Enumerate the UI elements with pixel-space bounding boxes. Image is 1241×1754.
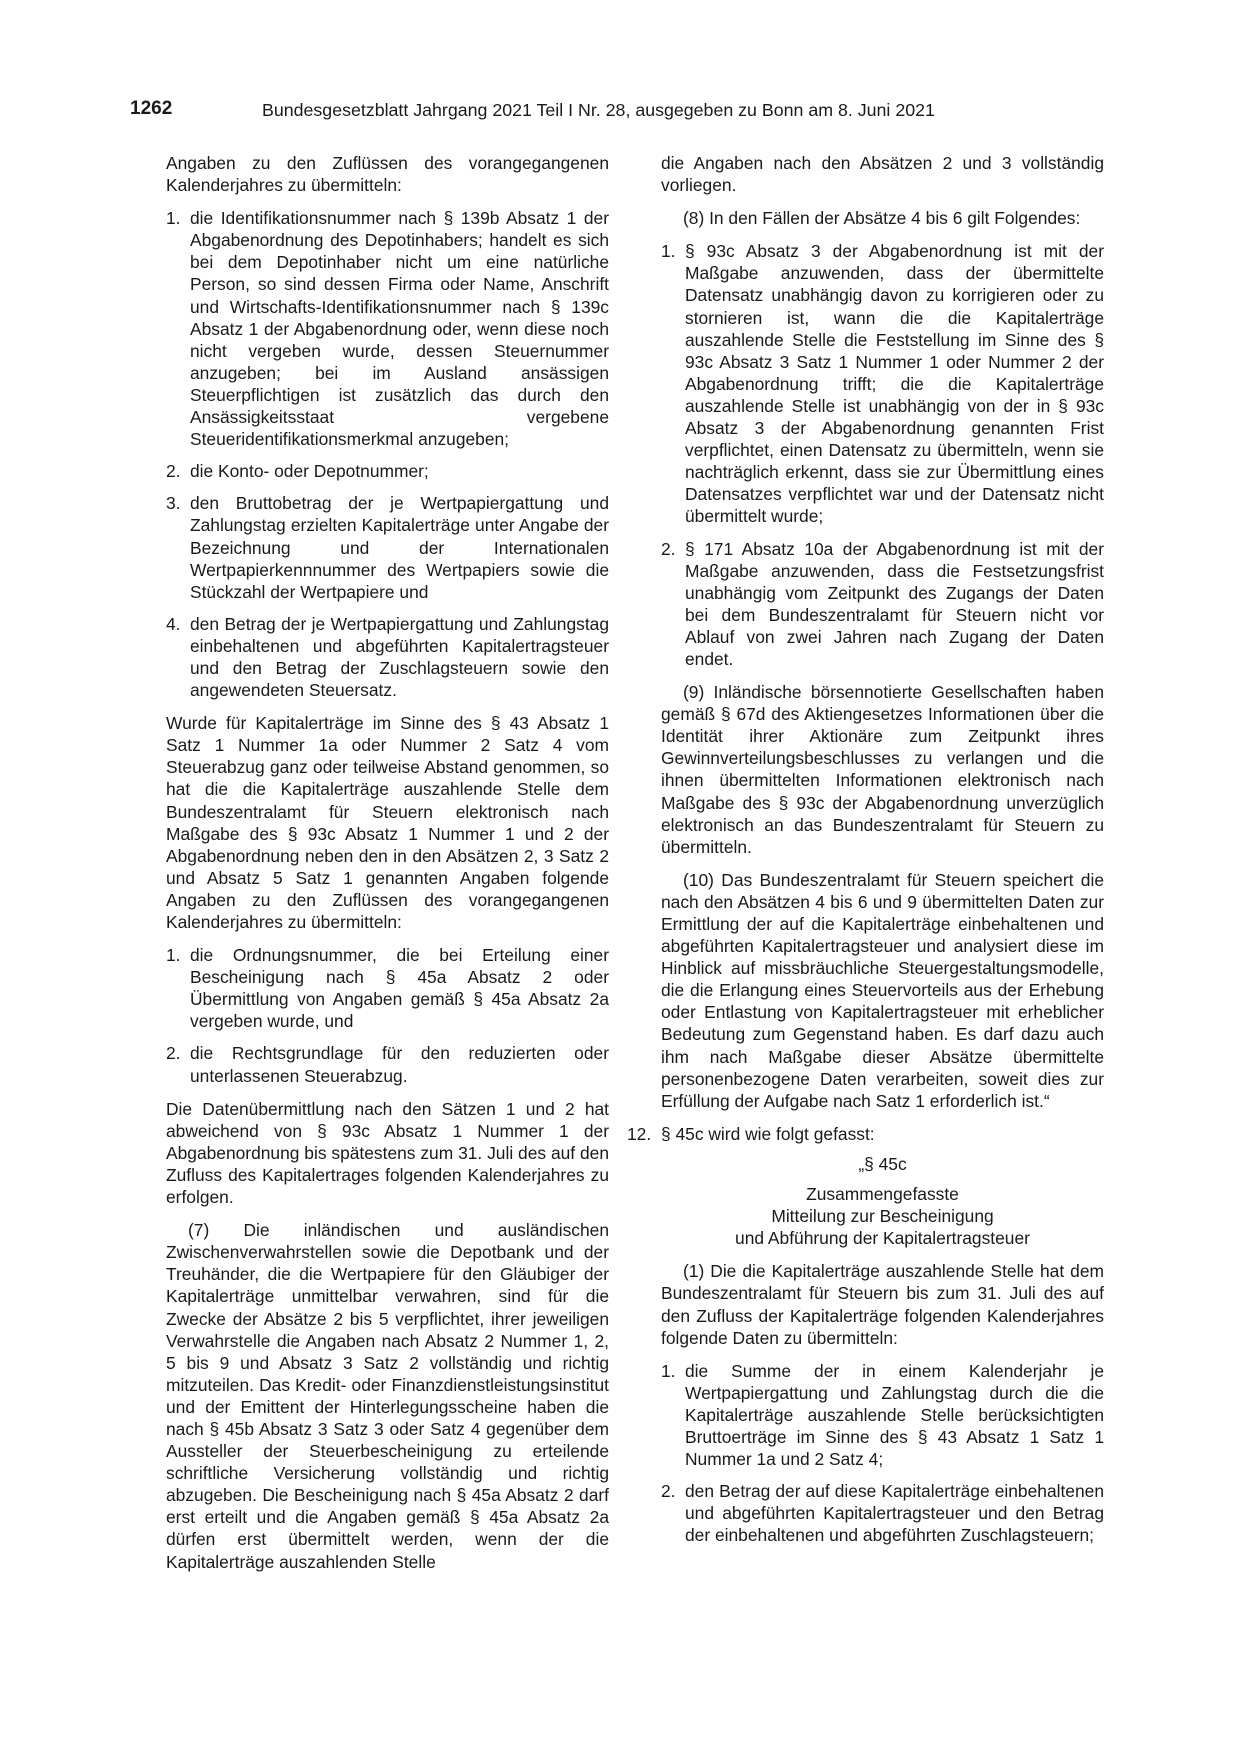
paragraph-9: (9) Inländische börsennotierte Gesellschaften haben gemäß § 67d des Aktiengesetzes Informationen über die Identität ihrer Aktionäre zum Zeitpunkt ihres Gewinnverteilungsbeschlusses zu verlangen und die ihnen übermittelten Informationen elektronisch nach Maßgabe des § 93c der Abgabenordnung unverzüglich elektronisch an das Bundeszentralamt für Steuern zu übermitteln. <box>661 682 1104 857</box>
amendment-item-12 <box>627 1123 1104 1145</box>
paragraph-1: (1) Die die Kapitalerträge auszahlende Stelle hat dem Bundeszentralamt für Steuern bis zum 31. Juli des auf den Zufluss der Kapitalerträge folgenden Kalenderjahres folgende Daten zu übermitteln: <box>661 1261 1104 1348</box>
list-item <box>166 1042 609 1086</box>
list-item <box>166 944 609 1032</box>
page-number: 1262 <box>130 98 173 119</box>
item-number: 1. <box>166 208 181 229</box>
item-text: den Bruttobetrag der je Wertpapiergattung und Zahlungstag erzielten Kapitalerträge unter Angabe der Bezeichnung und der Internationalen Wertpapierkennnummer des Wertpapiers sowie die Stückzahl der Wertpapiere und <box>190 493 609 602</box>
paragraph: Angaben zu den Zuflüssen des vorangegangenen Kalenderjahres zu übermitteln: <box>166 153 609 196</box>
list-item <box>166 207 609 450</box>
numbered-list <box>166 944 609 1087</box>
item-text: die Rechtsgrundlage für den reduzierten oder unterlassenen Steuerabzug. <box>190 1043 609 1086</box>
item-number: 1. <box>166 945 181 966</box>
item-text: die Konto- oder Depotnummer; <box>190 461 429 482</box>
paragraph: die Angaben nach den Absätzen 2 und 3 vollständig vorliegen. <box>661 153 1104 196</box>
list-item <box>166 492 609 602</box>
paragraph-8: (8) In den Fällen der Absätze 4 bis 6 gilt Folgendes: <box>683 208 1081 229</box>
paragraph: Die Datenübermittlung nach den Sätzen 1 und 2 hat abweichend von § 93c Absatz 1 Nummer 1 der Abgabenordnung bis spätestens zum 31. Juli des auf den Zufluss des Kapitalertrages folgenden Kalenderjahres zu erfolgen. <box>166 1098 609 1208</box>
item-number: 2. <box>661 1481 676 1502</box>
numbered-list <box>661 1360 1104 1547</box>
list-item <box>661 1360 1104 1470</box>
paragraph: Wurde für Kapitalerträge im Sinne des § 43 Absatz 1 Satz 1 Nummer 1a oder Nummer 2 Satz 4 vom Steuerabzug ganz oder teilweise Abstand genommen, so hat die die Kapitalerträge auszahlende Stelle dem Bundeszentralamt für Steuern elektronisch nach Maßgabe des § 93c Absatz 1 Nummer 1 und 2 der Abgabenordnung neben den in den Absätzen 2, 3 Satz 2 und Absatz 5 Satz 1 genannten Angaben folgende Angaben zu den Zuflüssen des vorangegangenen Kalenderjahres zu übermitteln: <box>166 713 609 932</box>
list-item <box>661 538 1104 671</box>
section-title-line: Zusammengefasste <box>806 1184 959 1205</box>
list-item <box>166 460 609 482</box>
item-number: 1. <box>661 1360 676 1381</box>
left-column <box>166 152 609 1584</box>
item-number: 2. <box>166 461 181 482</box>
list-item <box>166 613 609 701</box>
running-head: Bundesgesetzblatt Jahrgang 2021 Teil I Nr. 28, ausgegeben zu Bonn am 8. Juni 2021 <box>262 100 935 120</box>
item-number: 1. <box>661 241 676 262</box>
list-item <box>661 240 1104 527</box>
item-text: § 171 Absatz 10a der Abgabenordnung ist mit der Maßgabe anzuwenden, dass die Festsetzungsfrist unabhängig vom Zeitpunkt des Zugangs der Daten bei dem Bundeszentralamt für Steuern nicht vor Ablauf von zwei Jahren nach Zugang der Daten endet. <box>685 538 1104 669</box>
section-title-line: und Abführung der Kapitalertragsteuer <box>735 1228 1030 1249</box>
paragraph-7: (7) Die inländischen und ausländischen Zwischenverwahrstellen sowie die Depotbank und der Treuhänder, die die Wertpapiere für den Gläubiger der Kapitalerträge unmittelbar verwahren, sind für die Zwecke der Absätze 2 bis 5 verpflichtet, ihrer jeweiligen Verwahrstelle die Angaben nach Absatz 2 Nummer 1, 2, 5 bis 9 und Absatz 3 Satz 2 vollständig und richtig mitzuteilen. Das Kredit- oder Finanzdienstleistungsinstitut und der Emittent der Hinterlegungsscheine haben die nach § 45b Absatz 3 Satz 3 oder Satz 4 gegenüber dem Aussteller der Steuerbescheinigung zu erteilende schriftliche Versicherung vollständig und richtig abzugeben. Die Bescheinigung nach § 45a Absatz 2 darf erst erteilt und die Angaben gemäß § 45a Absatz 2a dürfen erst übermittelt werden, wenn der die Kapitalerträge auszahlenden Stelle <box>166 1220 609 1572</box>
item-text: den Betrag der je Wertpapiergattung und Zahlungstag einbehaltenen und abgeführten Kapitalertragsteuer und den Betrag der Zuschlagsteuern sowie den angewendeten Steuersatz. <box>190 613 609 701</box>
section-title-line: Mitteilung zur Bescheinigung <box>771 1206 994 1227</box>
item-number: 12. <box>627 1123 652 1144</box>
section-heading <box>661 1153 1104 1249</box>
item-number: 2. <box>166 1043 181 1064</box>
item-text: § 45c wird wie folgt gefasst: <box>661 1123 875 1144</box>
item-text: die Summe der in einem Kalenderjahr je Wertpapiergattung und Zahlungstag durch die die Kapitalerträge auszahlende Stelle berücksichtigten Bruttoerträge im Sinne des § 43 Absatz 1 Satz 1 Nummer 1a und 2 Satz 4; <box>685 1360 1104 1470</box>
section-number: „§ 45c <box>858 1153 907 1174</box>
item-text: den Betrag der auf diese Kapitalerträge einbehaltenen und abgeführten Kapitalertragsteuer und den Betrag der einbehaltenen und abgeführten Zuschlagsteuern; <box>685 1481 1104 1546</box>
item-text: § 93c Absatz 3 der Abgabenordnung ist mit der Maßgabe anzuwenden, dass der übermittelte Datensatz unabhängig davon zu korrigieren oder zu stornieren ist, wann die die Kapitalerträge auszahlende Stelle die Feststellung im Sinne des § 93c Absatz 3 Satz 1 Nummer 1 oder Nummer 2 der Abgabenordnung trifft; die die Kapitalerträge auszahlende Stelle ist unabhängig von der in § 93c Absatz 3 der Abgabenordnung genannten Frist verpflichtet, einen Datensatz zu übermitteln, wenn sie nachträglich erkennt, dass sie zur Übermittlung eines Datensatzes verpflichtet war und der Datensatz nicht übermittelt wurde; <box>685 241 1104 527</box>
item-number: 2. <box>661 538 676 559</box>
item-text: die Ordnungsnummer, die bei Erteilung einer Bescheinigung nach § 45a Absatz 2 oder Übermittlung von Angaben gemäß § 45a Absatz 2a vergeben wurde, und <box>190 945 609 1032</box>
right-column <box>627 152 1104 1557</box>
paragraph-10: (10) Das Bundeszentralamt für Steuern speichert die nach den Absätzen 4 bis 6 und 9 übermittelten Daten zur Ermittlung der auf die Kapitalerträge einbehaltenen und abgeführten Kapitalertragsteuer und analysiert diese im Hinblick auf missbräuchliche Steuergestaltungsmodelle, die die Erlangung eines Steuervorteils aus der Erhebung oder Entlastung von Kapitalertragsteuer mit erheblicher Bedeutung zum Gegenstand haben. Es darf dazu auch ihm nach Maßgabe dieser Absätze übermittelte personenbezogene Daten verarbeiten, soweit dies zur Erfüllung der Aufgabe nach Satz 1 erforderlich ist.“ <box>661 869 1104 1111</box>
numbered-list <box>166 207 609 701</box>
list-item <box>661 1480 1104 1546</box>
item-number: 3. <box>166 493 181 514</box>
numbered-list <box>661 240 1104 670</box>
item-text: die Identifikationsnummer nach § 139b Absatz 1 der Abgabenordnung des Depotinhabers; handelt es sich bei dem Depotinhaber nicht um eine natürliche Person, so sind dessen Firma oder Name, Anschrift und Wirtschafts-Identifikationsnummer nach § 139c Absatz 1 der Abgabenordnung oder, wenn diese noch nicht vergeben wurde, dessen Steuernummer anzugeben; bei im Ausland ansässigen Steuerpflichtigen ist zusätzlich das durch den Ansässigkeitsstaat vergebene Steueridentifikationsmerkmal anzugeben; <box>190 208 609 450</box>
item-number: 4. <box>166 613 181 634</box>
